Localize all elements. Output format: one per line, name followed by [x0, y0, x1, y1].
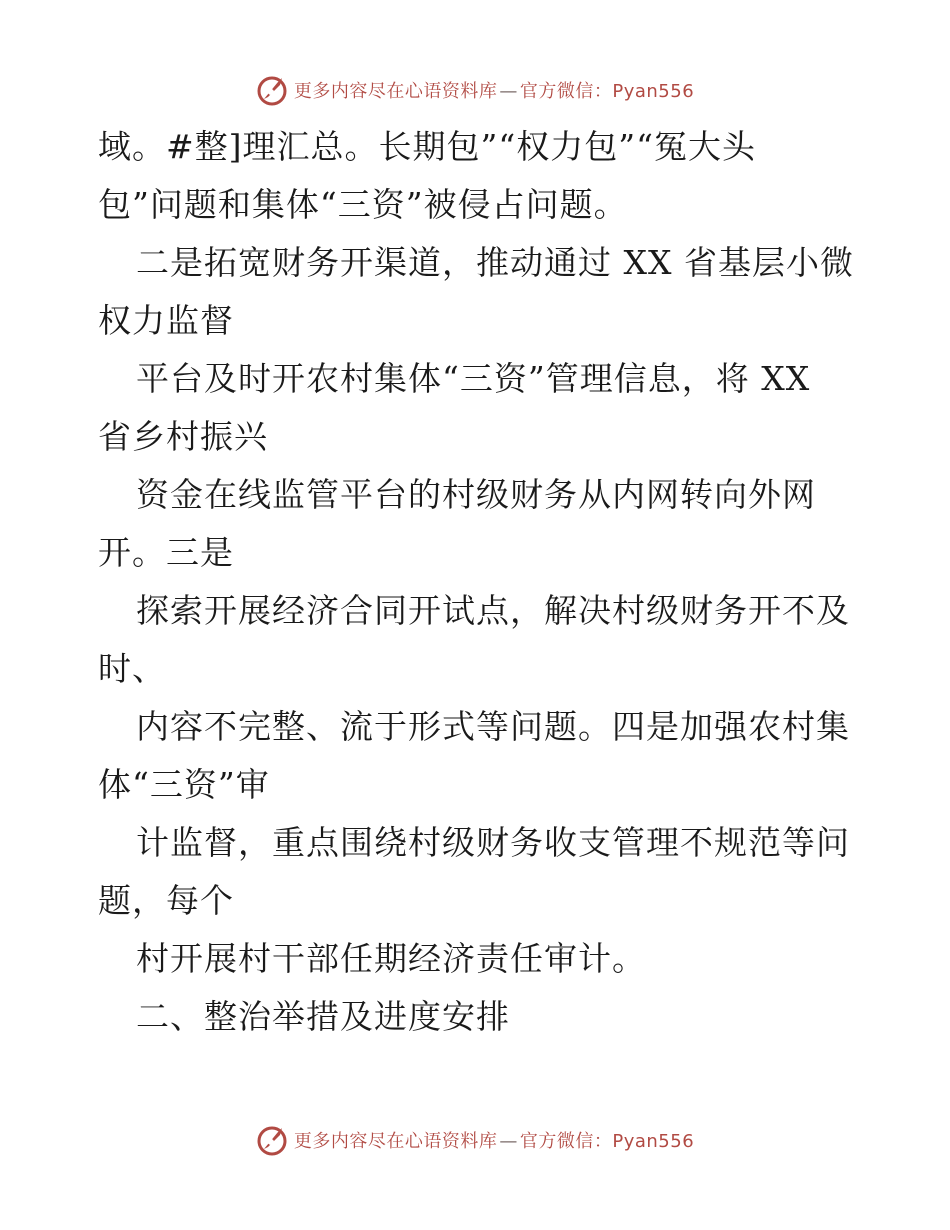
footer-banner — [0, 1120, 950, 1160]
body-line: 平台及时开农村集体“三资”管理信息，将 XX — [136, 359, 811, 398]
header-banner-separator: — — [499, 81, 518, 102]
header-banner-main: 更多内容尽在心语资料库 — [293, 81, 498, 102]
body-line: 时、 — [98, 649, 166, 688]
quill-logo-icon — [256, 73, 290, 107]
quill-logo-icon — [256, 1123, 290, 1157]
footer-banner-suffix: 官方微信： — [519, 1131, 613, 1152]
body-line: 域。#整]理汇总。长期包”“权力包”“冤大头 — [98, 127, 757, 166]
header-banner — [0, 70, 950, 110]
body-line: 权力监督 — [98, 301, 234, 340]
body-line: 计监督，重点围绕村级财务收支管理不规范等问 — [136, 823, 850, 862]
footer-banner-main: 更多内容尽在心语资料库 — [293, 1131, 498, 1152]
body-line: 包”问题和集体“三资”被侵占问题。 — [98, 185, 628, 224]
body-line: 二是拓宽财务开渠道，推动通过 XX 省基层小微 — [136, 243, 854, 282]
header-banner-text — [294, 77, 694, 103]
body-line: 体“三资”审 — [98, 765, 270, 804]
body-line: 题，每个 — [98, 881, 234, 920]
document-body — [98, 118, 858, 1046]
footer-banner-id: Pyan556 — [612, 1131, 695, 1152]
footer-banner-text — [294, 1127, 694, 1153]
body-line: 资金在线监管平台的村级财务从内网转向外网 — [136, 475, 816, 514]
body-line: 开。三是 — [98, 533, 234, 572]
body-line: 村开展村干部任期经济责任审计。 — [136, 939, 646, 978]
footer-banner-separator: — — [499, 1131, 518, 1152]
body-line: 省乡村振兴 — [98, 417, 268, 456]
header-banner-suffix: 官方微信： — [519, 81, 613, 102]
section-heading: 二、整治举措及进度安排 — [136, 997, 510, 1036]
header-banner-id: Pyan556 — [612, 81, 695, 102]
body-line: 探索开展经济合同开试点，解决村级财务开不及 — [136, 591, 850, 630]
body-line: 内容不完整、流于形式等问题。四是加强农村集 — [136, 707, 850, 746]
